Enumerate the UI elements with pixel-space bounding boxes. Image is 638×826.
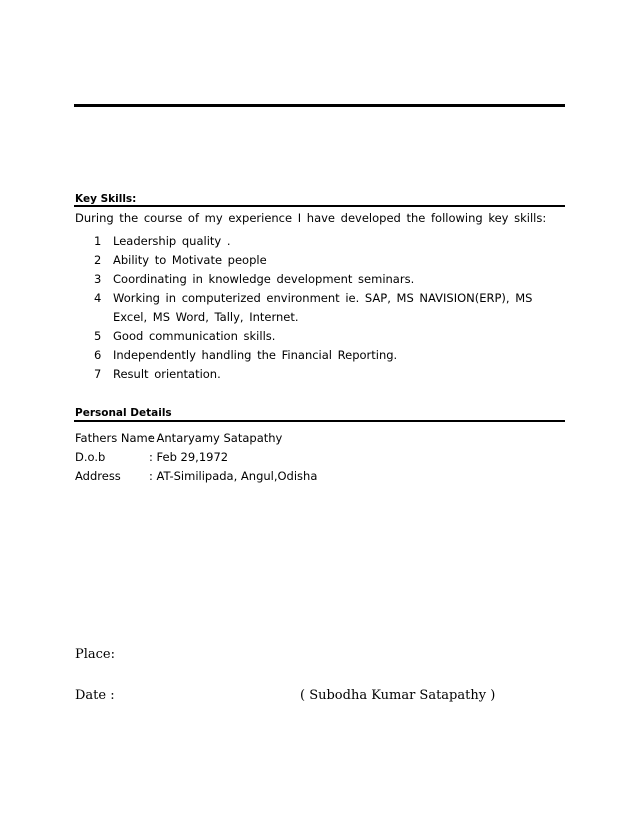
- detail-label: D.o.b: [75, 450, 106, 464]
- list-item-number: 7: [94, 367, 102, 381]
- detail-label: Address: [75, 469, 121, 483]
- list-item-text: Result orientation.: [113, 367, 221, 381]
- top-divider: [74, 104, 565, 107]
- list-item-number: 2: [94, 253, 102, 267]
- list-item-number: 6: [94, 348, 102, 362]
- key-skills-heading: Key Skills:: [75, 193, 137, 205]
- list-item: [75, 327, 555, 346]
- key-skills-intro: During the course of my experience I have developed the following key skills:: [75, 211, 547, 225]
- place-label: Place:: [75, 647, 116, 662]
- key-skills-divider: [74, 205, 565, 207]
- detail-value: : AT-Similipada, Angul,Odisha: [149, 469, 318, 483]
- list-item: [75, 365, 555, 384]
- date-label: Date :: [75, 688, 115, 703]
- list-item: [75, 289, 555, 327]
- list-item-text: Coordinating in knowledge development seminars.: [113, 272, 415, 286]
- list-item-number: 3: [94, 272, 102, 286]
- list-item-number: 4: [94, 291, 102, 305]
- detail-row-fathers-name: [75, 429, 317, 448]
- personal-details-table: [75, 429, 317, 486]
- list-item-number: 1: [94, 234, 102, 248]
- list-item-text: Leadership quality .: [113, 234, 231, 248]
- list-item-text: Good communication skills.: [113, 329, 276, 343]
- detail-label: Fathers Name: [75, 431, 155, 445]
- personal-details-heading: Personal Details: [75, 407, 172, 419]
- list-item-text: Working in computerized environment ie. SAP, MS NAVISION(ERP), MS Excel, MS Word, Tally, Internet.: [113, 291, 533, 324]
- signature-name: ( Subodha Kumar Satapathy ): [300, 688, 496, 703]
- personal-details-divider: [74, 420, 565, 422]
- detail-value: : Antaryamy Satapathy: [149, 431, 283, 445]
- detail-row-dob: [75, 448, 317, 467]
- list-item-text: Ability to Motivate people: [113, 253, 267, 267]
- list-item-number: 5: [94, 329, 102, 343]
- list-item: [75, 270, 555, 289]
- list-item: [75, 251, 555, 270]
- detail-row-address: [75, 467, 317, 486]
- key-skills-list: [75, 232, 555, 384]
- detail-value: : Feb 29,1972: [149, 450, 229, 464]
- list-item: [75, 232, 555, 251]
- list-item: [75, 346, 555, 365]
- list-item-text: Independently handling the Financial Reporting.: [113, 348, 398, 362]
